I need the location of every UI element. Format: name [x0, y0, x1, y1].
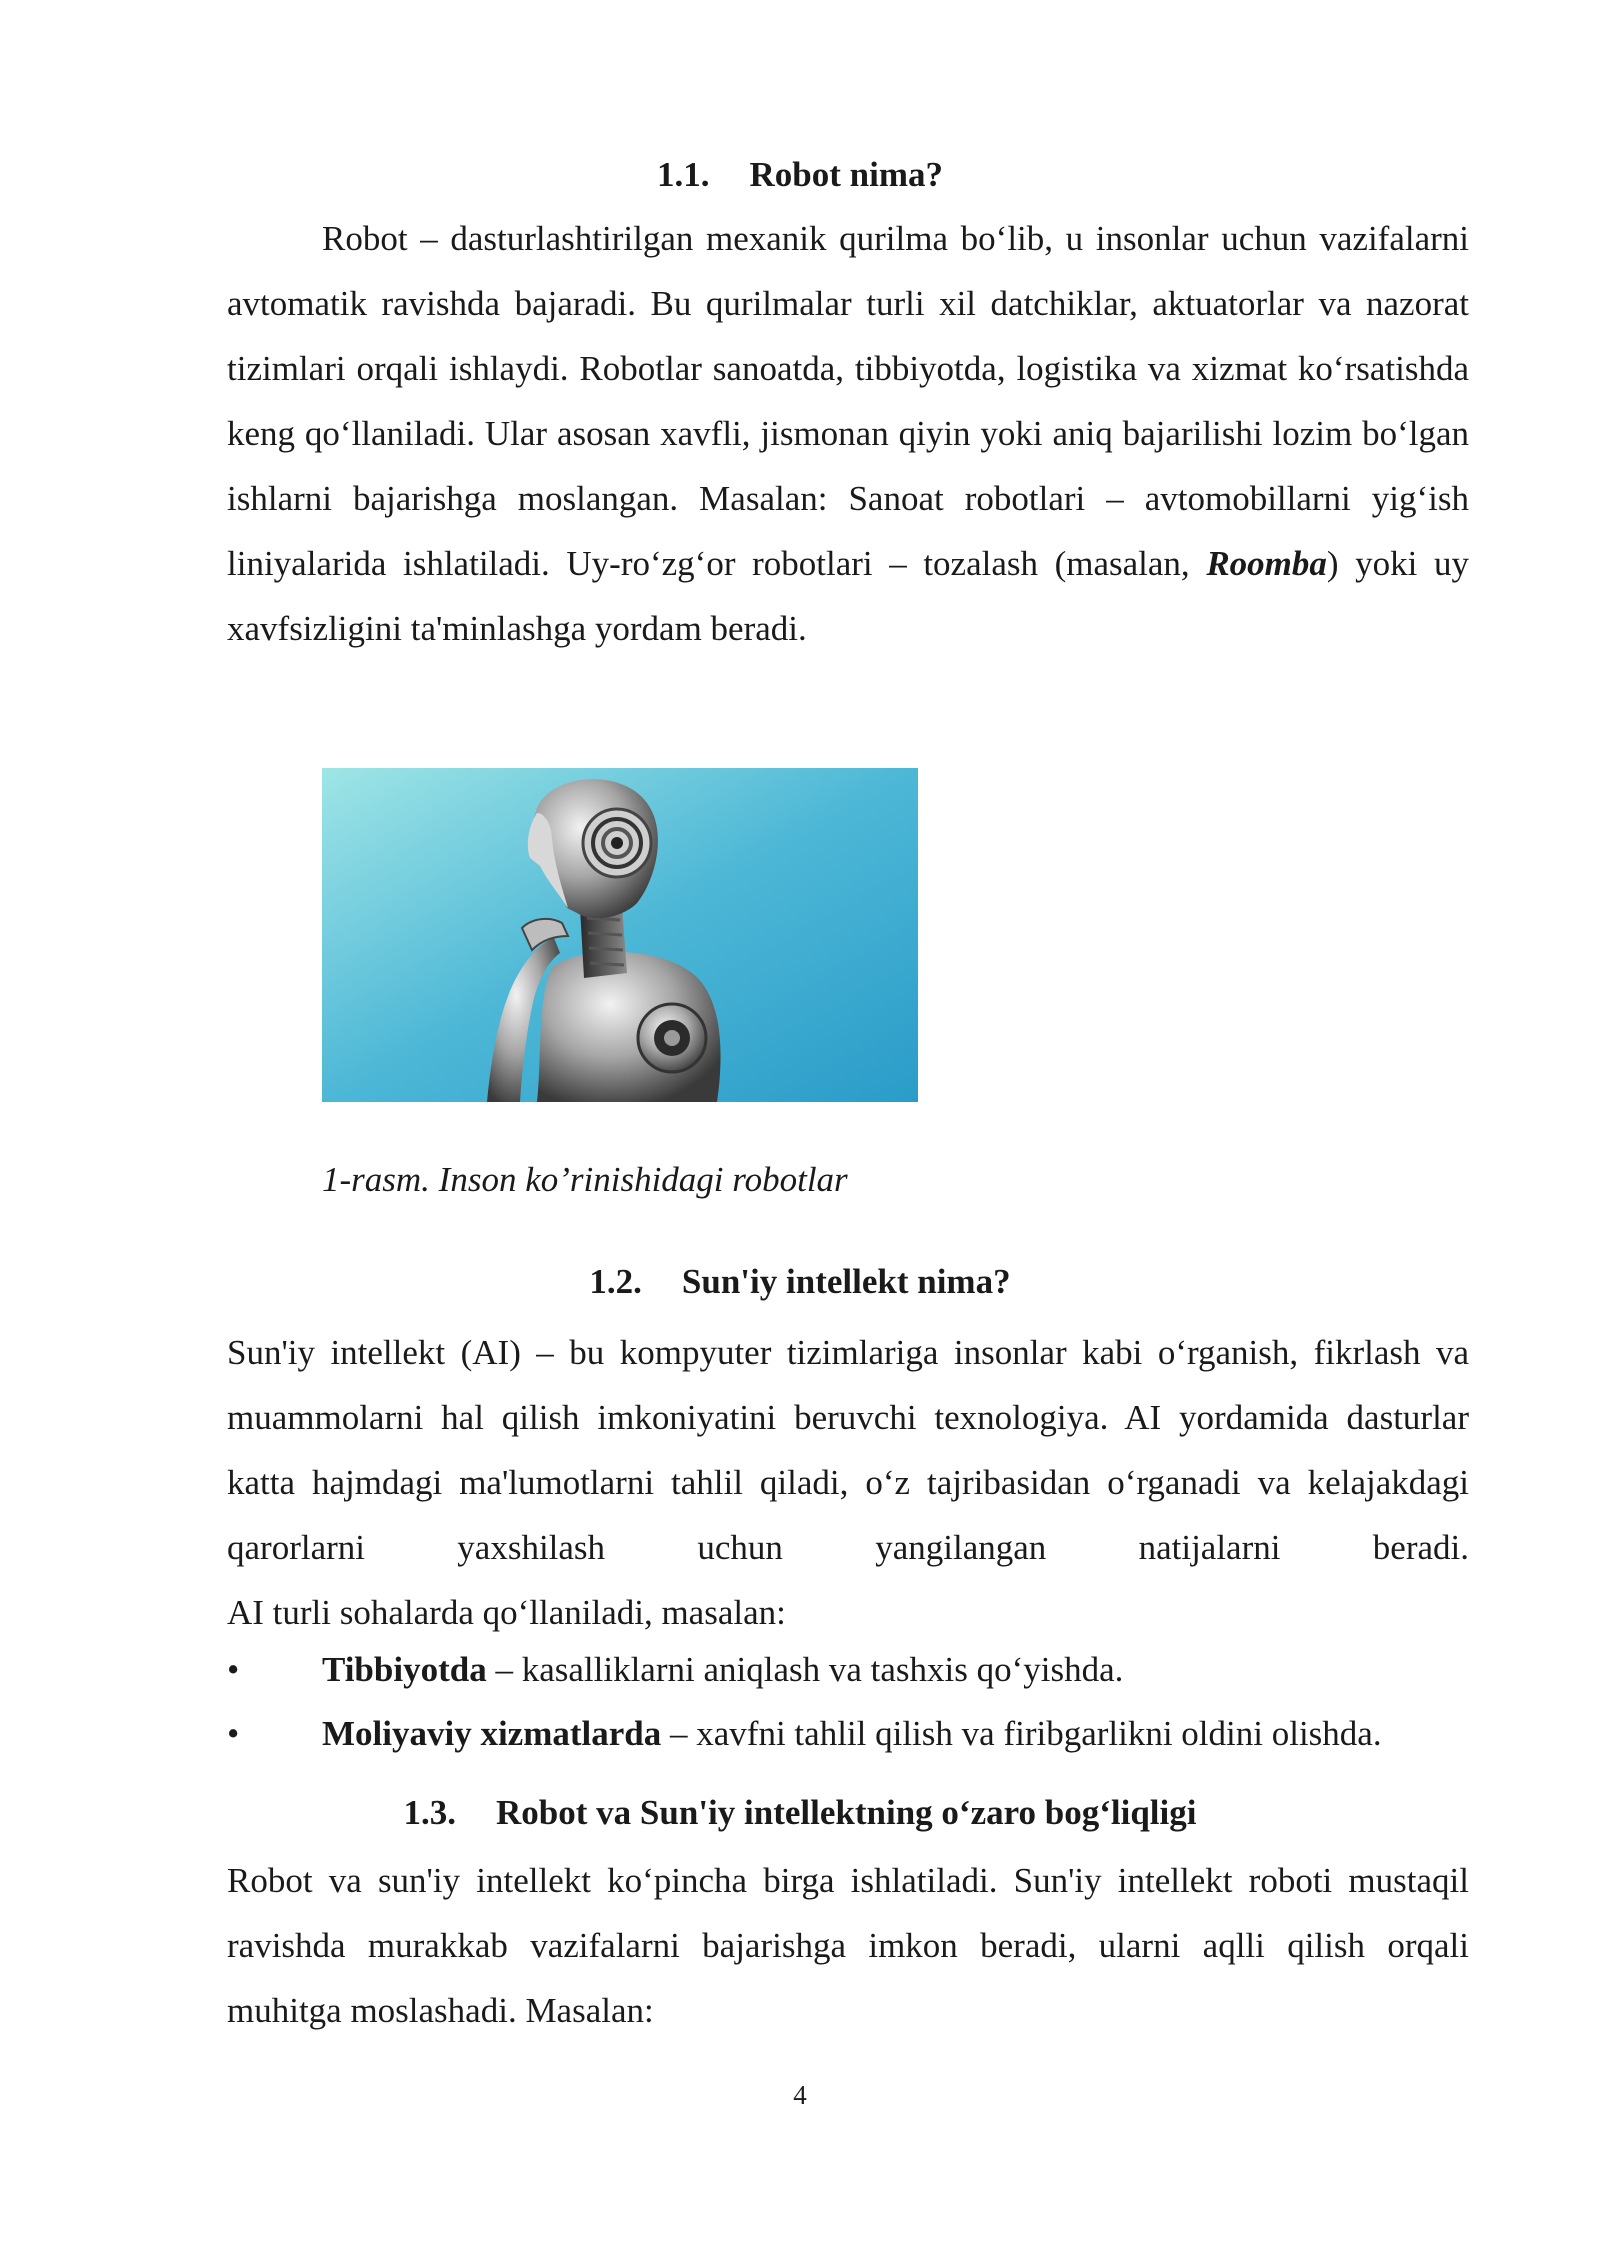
section-number: 1.2. [589, 1262, 642, 1301]
robot-figure-image [322, 768, 918, 1102]
list-item [227, 1650, 1469, 1714]
paragraph-text-end: ) yoki uy xavfsizligini ta'minlashga yordam beradi. [227, 544, 1469, 648]
paragraph-text-intro-list: AI turli sohalarda qo‘llaniladi, masalan: [227, 1593, 786, 1632]
list-item-term: Tibbiyotda [322, 1650, 487, 1689]
humanoid-robot-illustration [322, 768, 918, 1102]
section-heading-relationship [0, 1793, 1600, 1833]
paragraph-ai-definition [227, 1320, 1469, 1645]
section-number: 1.1. [657, 155, 710, 194]
section-heading-ai [0, 1262, 1600, 1302]
paragraph-robot-definition [227, 206, 1469, 661]
ai-applications-list [227, 1650, 1469, 1778]
list-item-text: – kasalliklarni aniqlash va tashxis qo‘yishda. [486, 1650, 1124, 1689]
page-number: 4 [793, 2080, 807, 2110]
section-title: Robot nima? [749, 155, 943, 194]
paragraph-text: Sun'iy intellekt (AI) – bu kompyuter tizimlariga insonlar kabi o‘rganish, fikrlash va muammolarni hal qilish imkoniyatini beruvchi texnologiya. AI yordamida dasturlar katta hajmdagi ma'lumotlarni tahlil qiladi, o‘z tajribasidan o‘rganadi va kelajakdagi qarorlarni yaxshilash uchun yangilangan natijalarni beradi. [227, 1333, 1469, 1567]
paragraph-relationship: Robot va sun'iy intellekt ko‘pincha birga ishlatiladi. Sun'iy intellekt roboti mustaqil ravishda murakkab vazifalarni bajarishga imkon beradi, ularni aqlli qilish orqali muhitga moslashadi. Masalan: [227, 1861, 1469, 2030]
bullet-marker: • [227, 1714, 240, 1753]
section-title: Robot va Sun'iy intellektning o‘zaro bog‘liqligi [496, 1793, 1197, 1832]
list-item [227, 1714, 1469, 1778]
paragraph-text: Robot – dasturlashtirilgan mexanik qurilma bo‘lib, u insonlar uchun vazifalarni avtomatik ravishda bajaradi. Bu qurilmalar turli xil datchiklar, aktuatorlar va nazorat tizimlari orqali ishlaydi. Robotlar sanoatda, tibbiyotda, logistika va xizmat ko‘rsatishda keng qo‘llaniladi. Ular asosan xavfli, jismonan qiyin yoki aniq bajarilishi lozim bo‘lgan ishlarni bajarishga moslangan. Masalan: Sanoat robotlari – avtomobillarni yig‘ish liniyalarida ishlatiladi. Uy-ro‘zg‘or robotlari – tozalash (masalan, [227, 219, 1469, 583]
section-title: Sun'iy intellekt nima? [681, 1262, 1011, 1301]
emphasis-roomba: Roomba [1206, 544, 1327, 583]
section-heading-robot [0, 155, 1600, 195]
list-item-text: – xavfni tahlil qilish va firibgarlikni oldini olishda. [661, 1714, 1382, 1753]
bullet-marker: • [227, 1650, 240, 1689]
figure-caption: 1-rasm. Inson ko’rinishidagi robotlar [322, 1160, 848, 1199]
list-item-term: Moliyaviy xizmatlarda [322, 1714, 662, 1753]
section-number: 1.3. [403, 1793, 457, 1832]
